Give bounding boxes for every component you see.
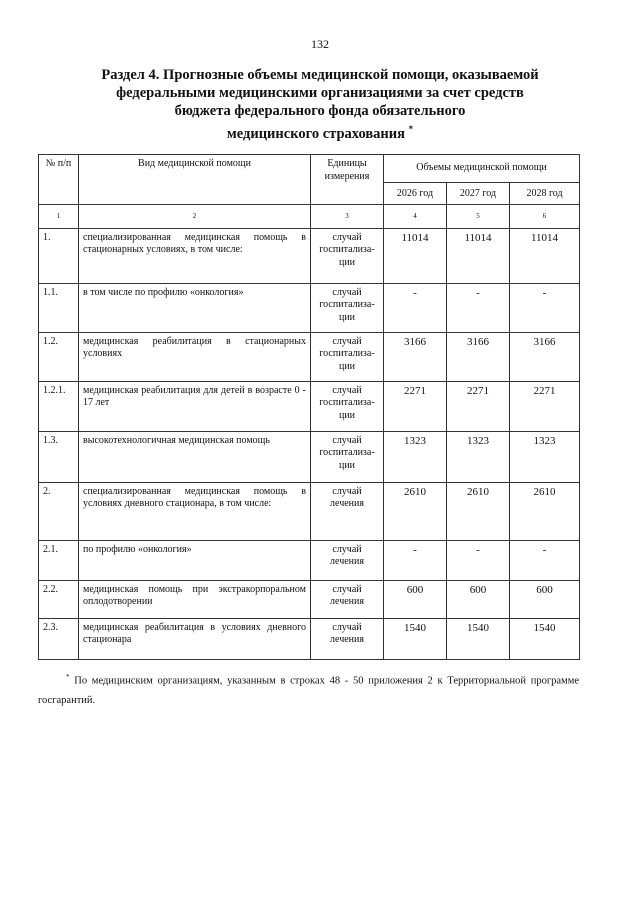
- row-type: высокотехнологичная медицинская помощь: [79, 431, 311, 482]
- row-value-2028: 600: [510, 580, 580, 618]
- row-value-2027: 2610: [447, 482, 510, 540]
- header-year: 2028 год: [510, 183, 580, 205]
- table-row: [39, 540, 580, 580]
- row-num: 1.3.: [39, 431, 79, 482]
- table-row: [39, 482, 580, 540]
- row-num: 2.1.: [39, 540, 79, 580]
- col-number: 6: [510, 205, 580, 229]
- row-value-2026: 3166: [384, 332, 447, 381]
- col-number: 5: [447, 205, 510, 229]
- row-value-2026: 1323: [384, 431, 447, 482]
- row-value-2026: 2271: [384, 381, 447, 431]
- row-value-2028: -: [510, 283, 580, 332]
- row-type: медицинская реабилитация в стационарных условиях: [79, 332, 311, 381]
- row-value-2026: -: [384, 540, 447, 580]
- header-year: 2027 год: [447, 183, 510, 205]
- row-unit: случай госпитализа-ции: [311, 283, 384, 332]
- row-value-2027: 11014: [447, 228, 510, 283]
- title-line: медицинского страхования *: [226, 124, 414, 142]
- footnote-mark: *: [408, 124, 414, 134]
- row-value-2026: 1540: [384, 618, 447, 659]
- footnote-mark: *: [66, 673, 70, 681]
- header-type: Вид медицинской помощи: [79, 155, 311, 205]
- row-value-2026: 11014: [384, 228, 447, 283]
- row-value-2028: 2271: [510, 381, 580, 431]
- col-number: 1: [39, 205, 79, 229]
- row-value-2028: 11014: [510, 228, 580, 283]
- row-value-2027: 1540: [447, 618, 510, 659]
- table-row: [39, 580, 580, 618]
- row-type: в том числе по профилю «онкология»: [79, 283, 311, 332]
- header-volumes: Объемы медицинской помощи: [384, 155, 580, 183]
- page-number: 132: [311, 37, 329, 51]
- row-num: 1.: [39, 228, 79, 283]
- row-unit: случай госпитализа-ции: [311, 332, 384, 381]
- row-value-2028: 3166: [510, 332, 580, 381]
- table-row: [39, 431, 580, 482]
- row-type: специализированная медицинская помощь в условиях дневного стационара, в том числе:: [79, 482, 311, 540]
- table-row: [39, 618, 580, 659]
- footnote: * По медицинским организациям, указанным в строках 48 - 50 приложения 2 к Территориальной программе госгарантий.: [38, 673, 580, 706]
- row-value-2027: -: [447, 540, 510, 580]
- row-value-2028: 1323: [510, 431, 580, 482]
- header-num: № п/п: [39, 155, 79, 205]
- row-unit: случай лечения: [311, 482, 384, 540]
- row-num: 1.2.1.: [39, 381, 79, 431]
- row-unit: случай госпитализа-ции: [311, 431, 384, 482]
- row-type: медицинская реабилитация в условиях дневного стационара: [79, 618, 311, 659]
- header-year: 2026 год: [384, 183, 447, 205]
- title-line: бюджета федерального фонда обязательного: [174, 103, 466, 119]
- row-unit: случай лечения: [311, 618, 384, 659]
- row-value-2027: 2271: [447, 381, 510, 431]
- row-value-2026: 600: [384, 580, 447, 618]
- row-value-2027: 1323: [447, 431, 510, 482]
- header-units: Единицы измерения: [311, 155, 384, 205]
- title-line: федеральными медицинскими организациями за счет средств: [116, 85, 524, 101]
- row-value-2028: 2610: [510, 482, 580, 540]
- table-row: [39, 283, 580, 332]
- row-num: 2.3.: [39, 618, 79, 659]
- col-number: 4: [384, 205, 447, 229]
- row-unit: случай госпитализа-ции: [311, 228, 384, 283]
- row-value-2028: -: [510, 540, 580, 580]
- section-title: [60, 66, 580, 143]
- row-unit: случай госпитализа-ции: [311, 381, 384, 431]
- row-num: 2.2.: [39, 580, 79, 618]
- row-value-2027: 3166: [447, 332, 510, 381]
- row-value-2026: 2610: [384, 482, 447, 540]
- row-value-2028: 1540: [510, 618, 580, 659]
- row-unit: случай лечения: [311, 580, 384, 618]
- row-type: специализированная медицинская помощь в стационарных условиях, в том числе:: [79, 228, 311, 283]
- table-row: [39, 228, 580, 283]
- row-value-2027: -: [447, 283, 510, 332]
- table-row: [39, 332, 580, 381]
- row-num: 1.1.: [39, 283, 79, 332]
- row-value-2026: -: [384, 283, 447, 332]
- row-unit: случай лечения: [311, 540, 384, 580]
- col-number: 2: [79, 205, 311, 229]
- volumes-table: [38, 154, 580, 660]
- row-num: 2.: [39, 482, 79, 540]
- row-type: медицинская помощь при экстракорпоральном оплодотворении: [79, 580, 311, 618]
- col-number: 3: [311, 205, 384, 229]
- row-type: по профилю «онкология»: [79, 540, 311, 580]
- row-value-2027: 600: [447, 580, 510, 618]
- table-row: [39, 381, 580, 431]
- row-num: 1.2.: [39, 332, 79, 381]
- row-type: медицинская реабилитация для детей в возрасте 0 - 17 лет: [79, 381, 311, 431]
- title-line: Раздел 4. Прогнозные объемы медицинской помощи, оказываемой: [101, 67, 539, 83]
